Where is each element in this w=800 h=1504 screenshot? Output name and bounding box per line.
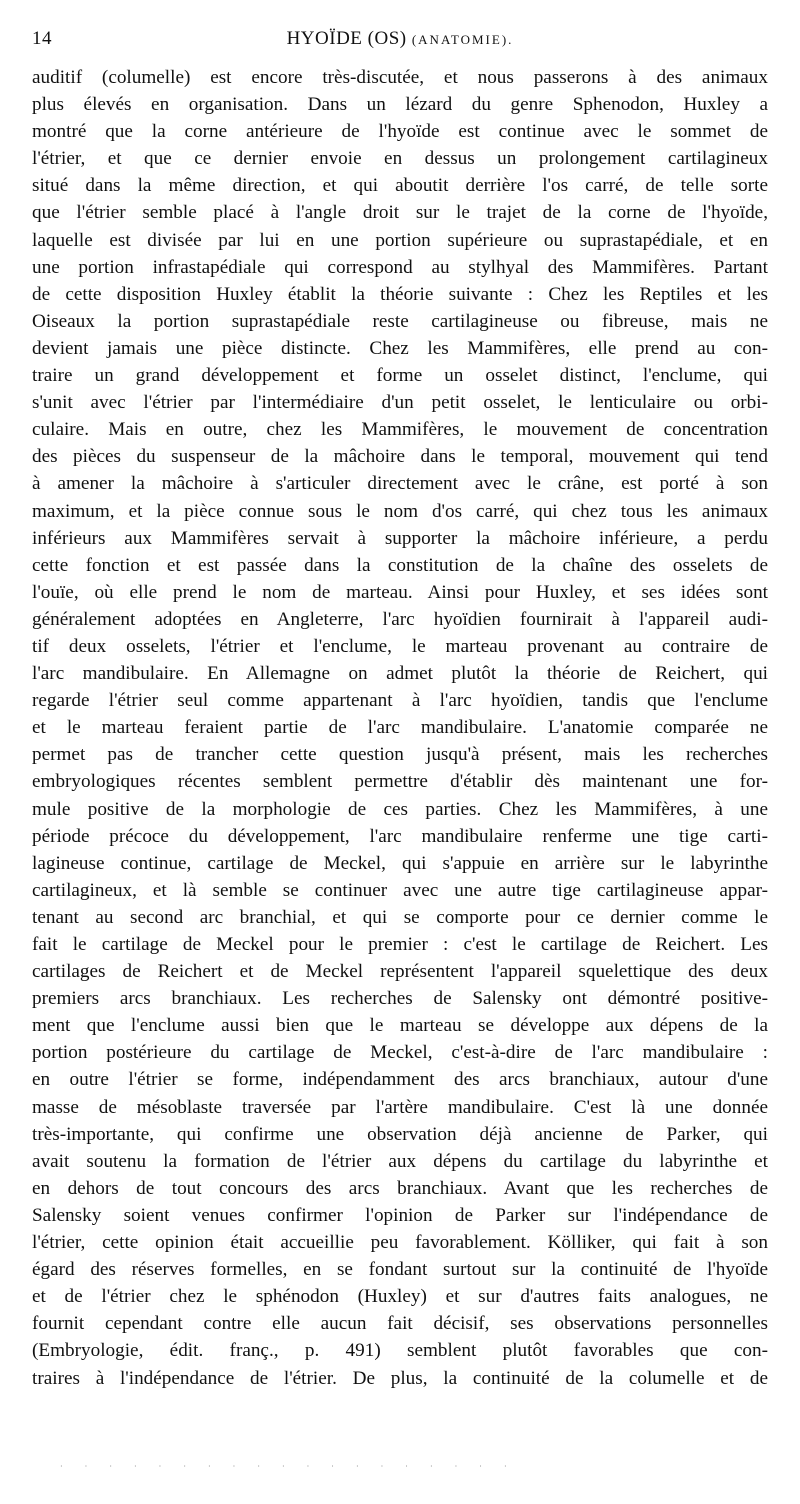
text-line: masse de mésoblaste traversée par l'artère mandibulaire. C'est là une donnée <box>32 1096 768 1118</box>
text-line: lagineuse continue, cartilage de Meckel, qui s'appuie en arrière sur le labyrinthe <box>32 852 768 874</box>
text-line: fournit cependant contre elle aucun fait décisif, ses observations personnelles <box>32 1313 768 1335</box>
text-line: maximum, et la pièce connue sous le nom d'os carré, qui chez tous les animaux <box>32 500 768 522</box>
running-title-main: HYOÏDE (OS) <box>286 28 407 49</box>
text-line: culaire. Mais en outre, chez les Mammifères, le mouvement de concentration <box>32 419 768 441</box>
text-line: premiers arcs branchiaux. Les recherches de Salensky ont démontré positive- <box>32 988 768 1010</box>
running-title <box>32 28 768 50</box>
text-line: que l'étrier semble placé à l'angle droit sur le trajet de la corne de l'hyoïde, <box>32 202 768 224</box>
text-line: situé dans la même direction, et qui aboutit derrière l'os carré, de telle sorte <box>32 175 768 197</box>
text-line: l'ouïe, où elle prend le nom de marteau. Ainsi pour Huxley, et ses idées sont <box>32 581 768 603</box>
text-line: de cette disposition Huxley établit la théorie suivante : Chez les Reptiles et les <box>32 283 768 305</box>
text-line: égard des réserves formelles, en se fondant surtout sur la continuité de l'hyoïde <box>32 1259 768 1281</box>
text-line: traires à l'indépendance de l'étrier. De plus, la continuité de la columelle et de <box>32 1367 768 1389</box>
text-line: Salensky soient venues confirmer l'opinion de Parker sur l'indépendance de <box>32 1204 768 1226</box>
text-line: plus élevés en organisation. Dans un lézard du genre Sphenodon, Huxley a <box>32 94 768 116</box>
text-line: portion postérieure du cartilage de Meckel, c'est-à-dire de l'arc mandibulaire : <box>32 1042 768 1064</box>
page-number: 14 <box>32 28 52 49</box>
text-line: et de l'étrier chez le sphénodon (Huxley) et sur d'autres faits analogues, ne <box>32 1286 768 1308</box>
running-title-sub: (ANATOMIE). <box>411 32 514 47</box>
page-header <box>32 28 768 64</box>
text-line: laquelle est divisée par lui en une portion supérieure ou suprastapédiale, et en <box>32 229 768 251</box>
text-line: généralement adoptées en Angleterre, l'arc hyoïdien fournirait à l'appareil audi- <box>32 608 768 630</box>
text-line: des pièces du suspenseur de la mâchoire dans le temporal, mouvement qui tend <box>32 446 768 468</box>
bottom-edge-marks: · · · · · · · · · · · · · · · · · · · <box>60 1462 517 1468</box>
text-line: cette fonction et est passée dans la constitution de la chaîne des osselets de <box>32 554 768 576</box>
text-line: tenant au second arc branchial, et qui se comporte pour ce dernier comme le <box>32 906 768 928</box>
text-line: devient jamais une pièce distincte. Chez les Mammifères, elle prend au con- <box>32 337 768 359</box>
text-line: cartilages de Reichert et de Meckel représentent l'appareil squelettique des deux <box>32 961 768 983</box>
text-line: traire un grand développement et forme un osselet distinct, l'enclume, qui <box>32 365 768 387</box>
text-line: montré que la corne antérieure de l'hyoïde est continue avec le sommet de <box>32 121 768 143</box>
text-line: en dehors de tout concours des arcs branchiaux. Avant que les recherches de <box>32 1177 768 1199</box>
text-line: période précoce du développement, l'arc mandibulaire renferme une tige carti- <box>32 825 768 847</box>
body-text <box>32 64 768 1392</box>
text-line: auditif (columelle) est encore très-discutée, et nous passerons à des animaux <box>32 67 768 88</box>
text-line: fait le cartilage de Meckel pour le premier : c'est le cartilage de Reichert. Les <box>32 934 768 955</box>
text-line: l'arc mandibulaire. En Allemagne on admet plutôt la théorie de Reichert, qui <box>32 663 768 685</box>
page <box>32 28 768 1392</box>
text-line: inférieurs aux Mammifères servait à supporter la mâchoire inférieure, a perdu <box>32 527 768 549</box>
text-line: avait soutenu la formation de l'étrier aux dépens du cartilage du labyrinthe et <box>32 1150 768 1172</box>
text-line: cartilagineux, et là semble se continuer avec une autre tige cartilagineuse appar- <box>32 879 768 901</box>
text-line: tif deux osselets, l'étrier et l'enclume, le marteau provenant au contraire de <box>32 635 768 657</box>
text-line: à amener la mâchoire à s'articuler directement avec le crâne, est porté à son <box>32 473 768 495</box>
text-line: permet pas de trancher cette question jusqu'à présent, mais les recherches <box>32 744 768 766</box>
text-line: (Embryologie, édit. franç., p. 491) semblent plutôt favorables que con- <box>32 1340 768 1362</box>
text-line: s'unit avec l'étrier par l'intermédiaire d'un petit osselet, le lenticulaire ou orbi- <box>32 392 768 414</box>
text-line: Oiseaux la portion suprastapédiale reste cartilagineuse ou fibreuse, mais ne <box>32 310 768 332</box>
text-line: et le marteau feraient partie de l'arc mandibulaire. L'anatomie comparée ne <box>32 717 768 739</box>
text-line: regarde l'étrier seul comme appartenant à l'arc hyoïdien, tandis que l'enclume <box>32 690 768 712</box>
text-line: embryologiques récentes semblent permettre d'établir dès maintenant une for- <box>32 771 768 793</box>
text-line: ment que l'enclume aussi bien que le marteau se développe aux dépens de la <box>32 1015 768 1037</box>
text-line: l'étrier, et que ce dernier envoie en dessus un prolongement cartilagineux <box>32 148 768 170</box>
text-line: l'étrier, cette opinion était accueillie peu favorablement. Kölliker, qui fait à son <box>32 1232 768 1254</box>
text-line: très-importante, qui confirme une observation déjà ancienne de Parker, qui <box>32 1123 768 1145</box>
text-line: mule positive de la morphologie de ces parties. Chez les Mammifères, à une <box>32 798 768 820</box>
text-line: une portion infrastapédiale qui correspond au stylhyal des Mammifères. Partant <box>32 256 768 278</box>
text-line: en outre l'étrier se forme, indépendamment des arcs branchiaux, autour d'une <box>32 1069 768 1091</box>
